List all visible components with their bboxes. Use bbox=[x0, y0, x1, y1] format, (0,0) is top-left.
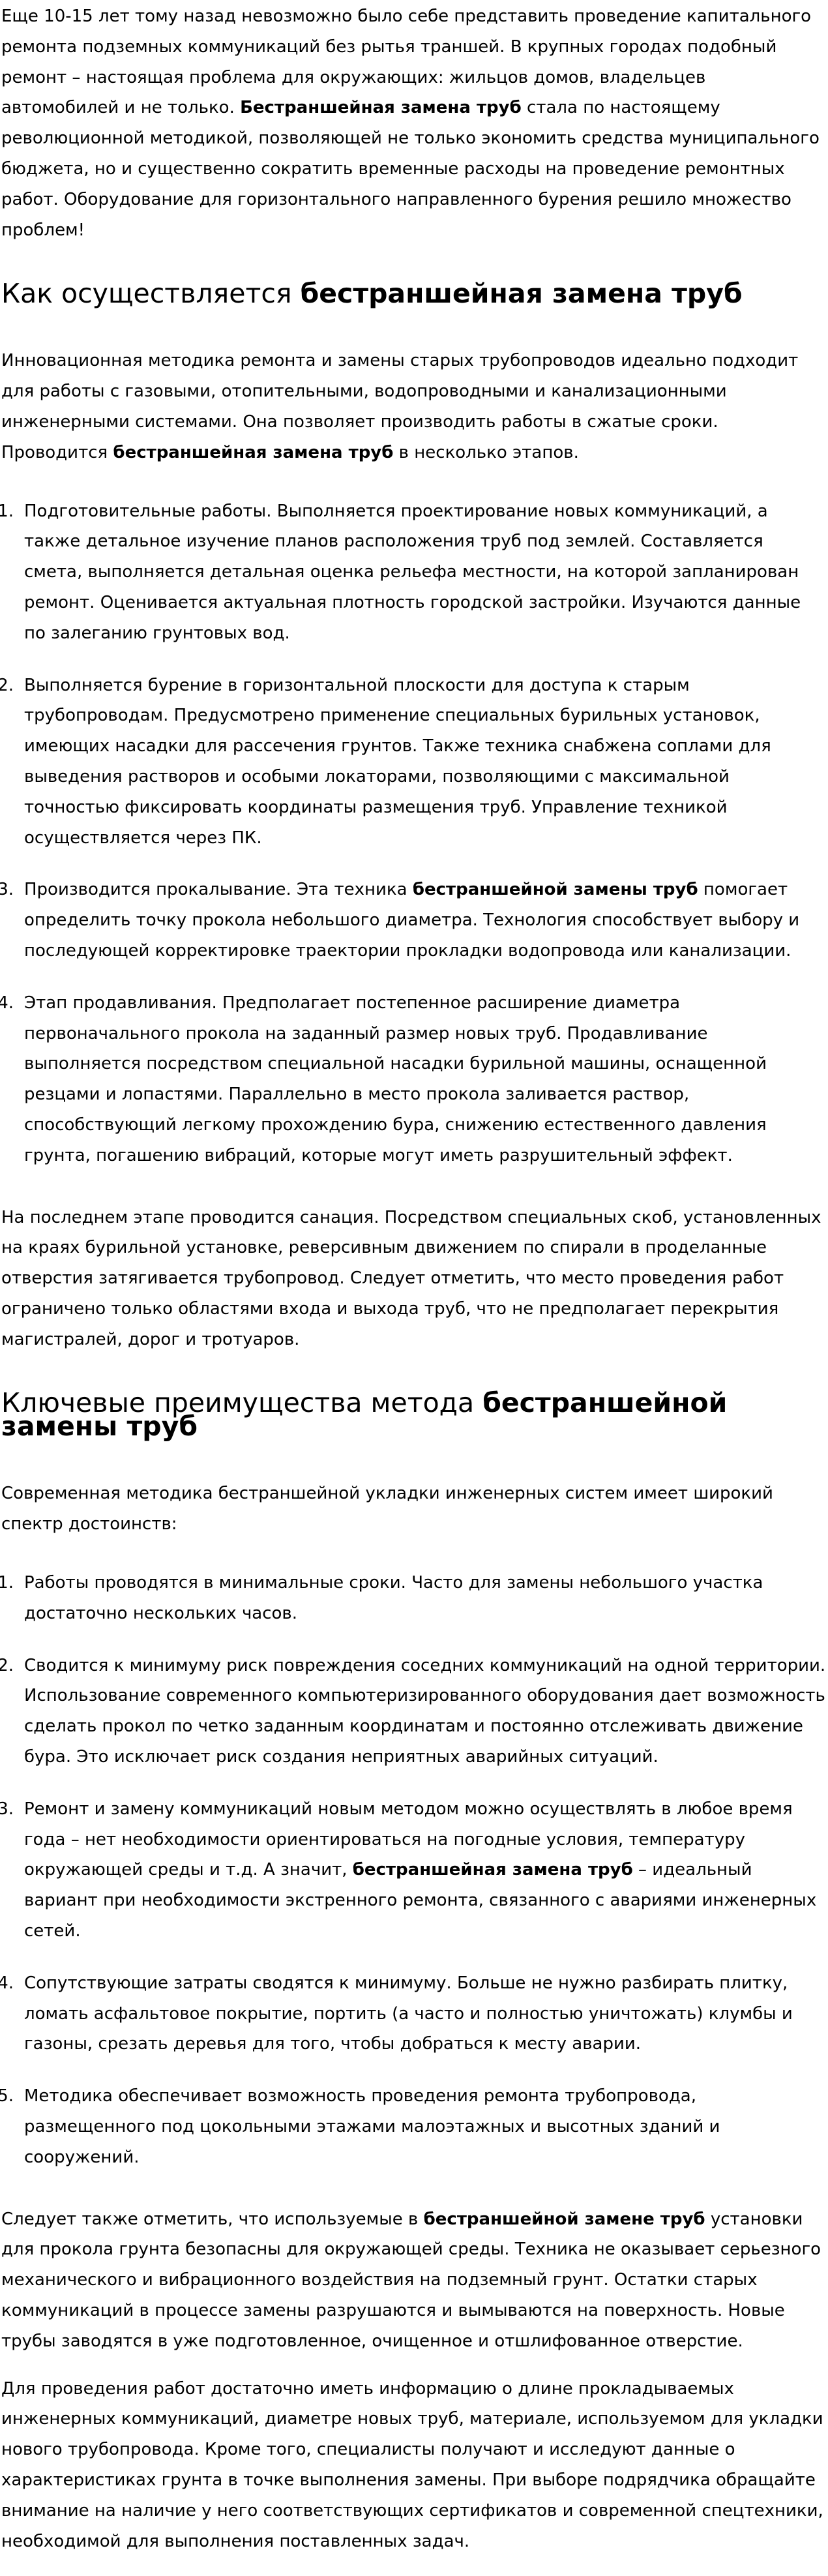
stages-list bbox=[1, 496, 827, 1171]
stage-item-1: Подготовительные работы. Выполняется проектирование новых коммуникаций, а также детальное изучение планов расположения труб под землей. Составляется смета, выполняется детальная оценка рельефа местности, на которой запланирован ремонт. Оценивается актуальная плотность городской застройки. Изучаются данные по залеганию грунтовых вод. bbox=[24, 501, 801, 643]
heading-bold-text: бестраншейная замена труб bbox=[300, 278, 743, 310]
benefit-item-2: Сводится к минимуму риск повреждения соседних коммуникаций на одной территории. Использование современного компьютеризированного оборудования дает возможность сделать прокол по четко заданным координатам и постоянно отслеживать движение бура. Это исключает риск создания неприятных аварийных ситуаций. bbox=[24, 1655, 826, 1767]
section-how-outro-paragraph: На последнем этапе проводится санация. Посредством специальных скоб, установленных на краях бурильной установке, реверсивным движением по спирали в проделанные отверстия затягивается трубопровод. Следует отметить, что место проведения работ ограничено только областями входа и выхода труб, что не предполагает перекрытия магистралей, дорог и тротуаров. bbox=[1, 1207, 821, 1349]
stage-item-4: Этап продавливания. Предполагает постепенное расширение диаметра первоначального прокола на заданный размер новых труб. Продавливание выполняется посредством специальной насадки бурильной машины, оснащенной резцами и лопастями. Параллельно в место прокола заливается раствор, способствующий легкому прохождению бура, снижению естественного давления грунта, погашению вибраций, которые могут иметь разрушительный эффект. bbox=[24, 993, 767, 1165]
benefits-list bbox=[1, 1568, 827, 2173]
section-heading-how bbox=[1, 278, 827, 310]
benefit-item-4: Сопутствующие затраты сводятся к минимуму. Больше не нужно разбирать плитку, ломать асфальтовое покрытие, портить (а часто и полностью уничтожать) клумбы и газоны, срезать деревья для того, чтобы добраться к месту аварии. bbox=[24, 1973, 793, 2054]
benefit-item-5: Методика обеспечивает возможность проведения ремонта трубопровода, размещенного под цокольными этажами малоэтажных и высотных зданий и сооружений. bbox=[24, 2086, 720, 2167]
heading-regular-text: Ключевые преимущества метода bbox=[1, 1387, 483, 1419]
heading-regular-text: Как осуществляется bbox=[1, 278, 301, 310]
benefits-outro-paragraph-2: Для проведения работ достаточно иметь информацию о длине прокладываемых инженерных коммуникаций, диаметре новых труб, материале, используемом для укладки нового трубопровода. Кроме того, специалисты получают и исследуют данные о характеристиках грунта в точке выполнения замены. При выборе подрядчика обращайте внимание на наличие у него соответствующих сертификатов и современной спецтехники, необходимой для выполнения поставленных задач. bbox=[1, 2378, 823, 2551]
section-heading-benefits bbox=[1, 1387, 827, 1443]
stage-item-2: Выполняется бурение в горизонтальной плоскости для доступа к старым трубопроводам. Предусмотрено применение специальных бурильных установок, имеющих насадки для рассечения грунтов. Также техника снабжена соплами для выведения растворов и особыми локаторами, позволяющими с максимальной точностью фиксировать координаты размещения труб. Управление техникой осуществляется через ПК. bbox=[24, 675, 771, 848]
section-how-lead-paragraph: Инновационная методика ремонта и замены старых трубопроводов идеально подходит для работы с газовыми, отопительными, водопроводными и канализационными инженерными системами. Она позволяет производить работы в сжатые сроки. Проводится бестраншейная замена труб в несколько этапов. bbox=[1, 351, 799, 462]
intro-paragraph: Еще 10-15 лет тому назад невозможно было себе представить проведение капитального ремонта подземных коммуникаций без рытья траншей. В крупных городах подобный ремонт – настоящая проблема для окружающих: жильцов домов, владельцев автомобилей и не только. Бестраншейная замена труб стала по настоящему революционной методикой, позволяющей не только экономить средства муниципального бюджета, но и существенно сократить временные расходы на проведение ремонтных работ. Оборудование для горизонтального направленного бурения решило множество проблем! bbox=[1, 7, 820, 240]
benefits-outro-paragraph-1: Следует также отметить, что используемые в бестраншейной замене труб установки для прокола грунта безопасны для окружающей среды. Техника не оказывает серьезного механического и вибрационного воздействия на подземный грунт. Остатки старых коммуникаций в процессе замены разрушаются и вымываются на поверхность. Новые трубы заводятся в уже подготовленное, очищенное и отшлифованное отверстие. bbox=[1, 2209, 821, 2351]
stage-item-3: Производится прокалывание. Эта техника бестраншейной замены труб помогает определить точку прокола небольшого диаметра. Технология способствует выбору и последующей корректировке траектории прокладки водопровода или канализации. bbox=[24, 880, 800, 961]
benefit-item-3: Ремонт и замену коммуникаций новым методом можно осуществлять в любое время года – нет необходимости ориентироваться на погодные условия, температуру окружающей среды и т.д. А значит, бестраншейная замена труб – идеальный вариант при необходимости экстренного ремонта, связанного с авариями инженерных сетей. bbox=[24, 1799, 817, 1941]
benefits-lead-paragraph: Современная методика бестраншейной укладки инженерных систем имеет широкий спектр достоинств: bbox=[1, 1484, 773, 1535]
benefit-item-1: Работы проводятся в минимальные сроки. Часто для замены небольшого участка достаточно нескольких часов. bbox=[24, 1573, 763, 1623]
heading-bold-text: бестраншейной замены труб bbox=[1, 1387, 728, 1443]
